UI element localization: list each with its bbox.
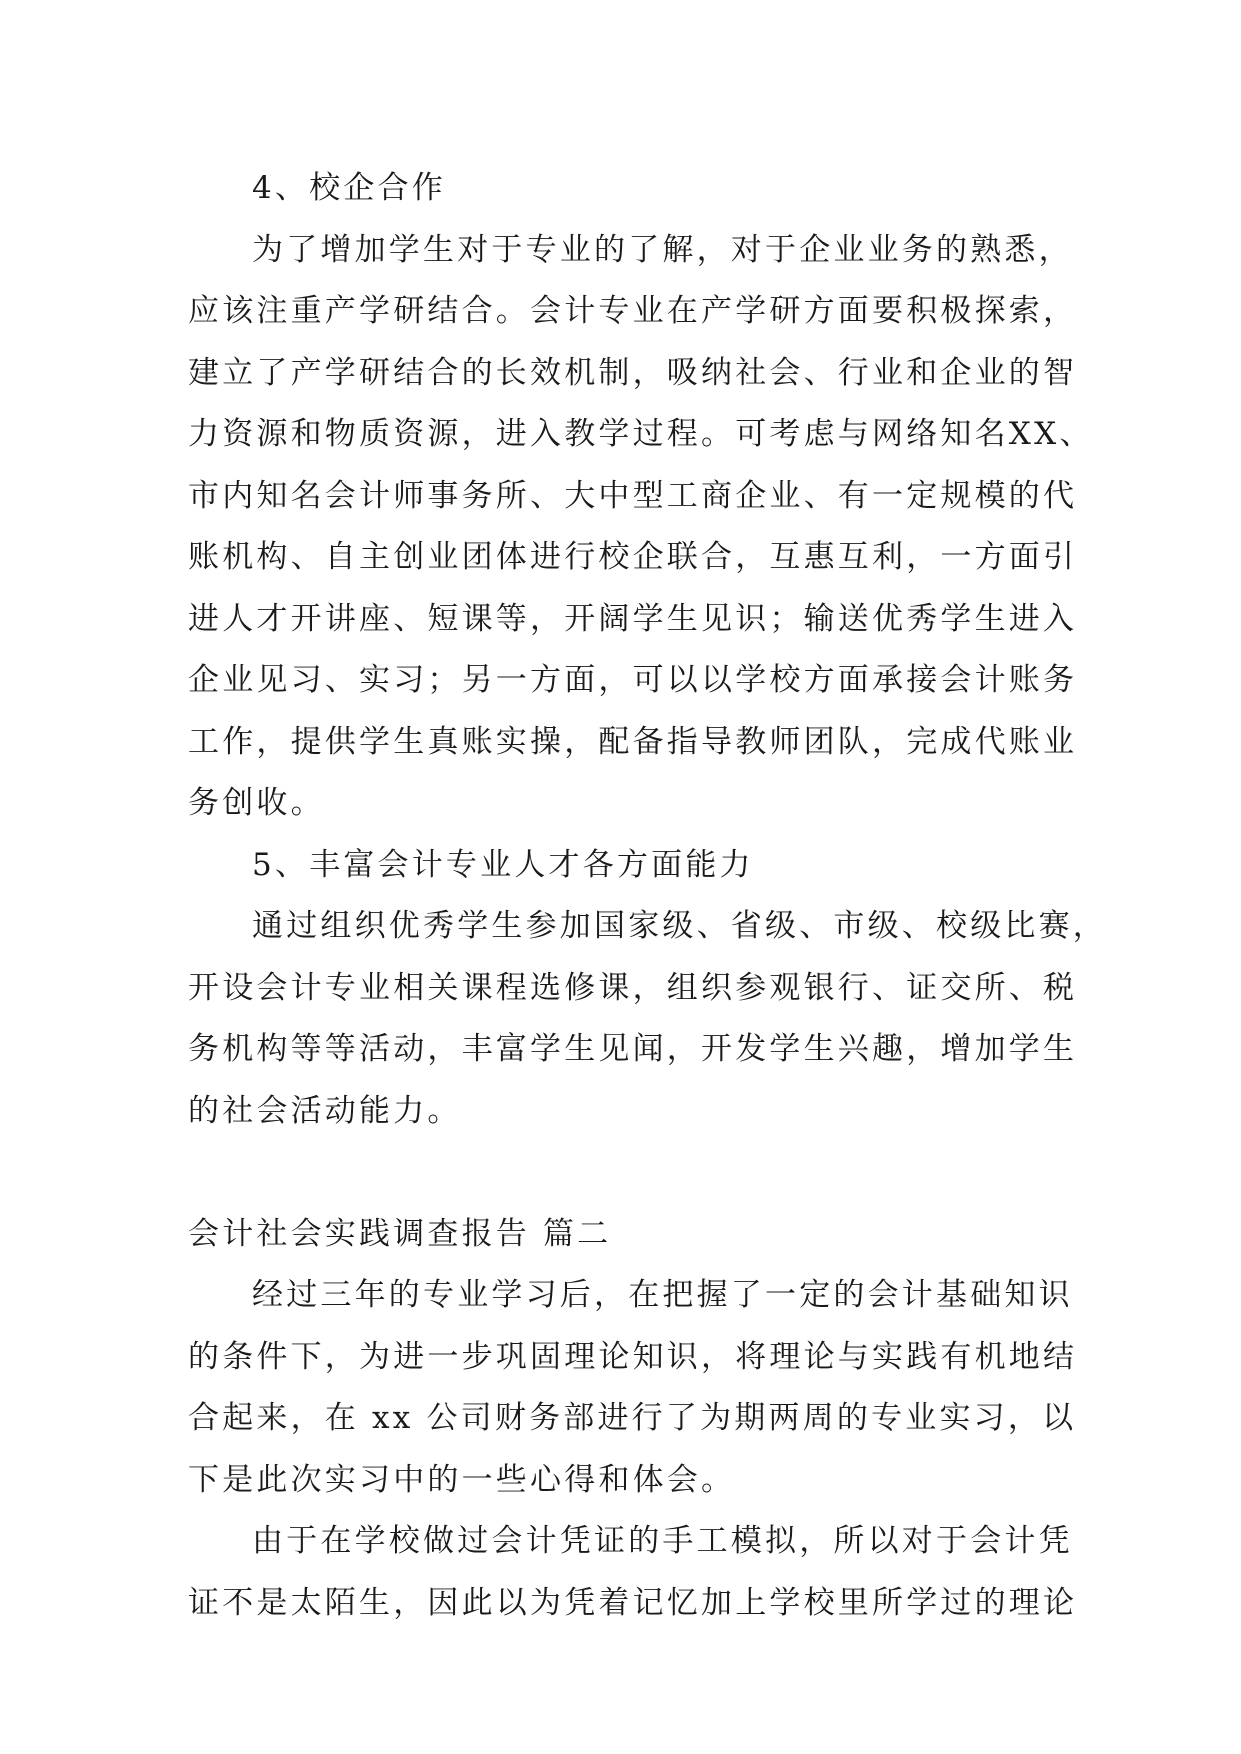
paragraph-line: 企业见习、实习；另一方面，可以以学校方面承接会计账务: [188, 662, 1078, 698]
document-body: [188, 158, 1107, 1634]
blank-line: [188, 1142, 1068, 1204]
paragraph-line: 合起来，在 xx 公司财务部进行了为期两周的专业实习，以: [188, 1400, 1077, 1436]
paragraph-line: 的条件下，为进一步巩固理论知识，将理论与实践有机地结: [188, 1338, 1078, 1375]
paragraph-line: 开设会计专业相关课程选修课，组织参观银行、证交所、税: [188, 969, 1078, 1006]
section-heading-abilities: 5、丰富会计专业人才各方面能力: [252, 846, 754, 883]
paragraph-line: 务机构等等活动，丰富学生见闻，开发学生兴趣，增加学生: [188, 1031, 1078, 1067]
paragraph-line: 经过三年的专业学习后，在把握了一定的会计基础知识: [252, 1277, 1073, 1313]
paragraph-line: 下是此次实习中的一些心得和体会。: [188, 1461, 736, 1498]
paragraph-line: 通过组织优秀学生参加国家级、省级、市级、校级比赛，: [252, 908, 1107, 944]
paragraph-line: 由于在学校做过会计凭证的手工模拟，所以对于会计凭: [252, 1523, 1073, 1559]
report-title: 会计社会实践调查报告 篇二: [188, 1215, 612, 1252]
paragraph-line: 证不是太陌生，因此以为凭着记忆加上学校里所学过的理论: [188, 1584, 1078, 1621]
paragraph-line: 工作，提供学生真账实操，配备指导教师团队，完成代账业: [188, 723, 1078, 760]
paragraph-line: 建立了产学研结合的长效机制，吸纳社会、行业和企业的智: [188, 354, 1078, 391]
paragraph-line: 务创收。: [188, 785, 325, 821]
paragraph-line: 市内知名会计师事务所、大中型工商企业、有一定规模的代: [188, 477, 1078, 514]
paragraph-line: 力资源和物质资源，进入教学过程。可考虑与网络知名XX、: [188, 416, 1094, 452]
paragraph-line: 为了增加学生对于专业的了解，对于企业业务的熟悉，: [252, 231, 1073, 268]
paragraph-line: 应该注重产学研结合。会计专业在产学研方面要积极探索，: [188, 293, 1078, 329]
section-heading-school-enterprise: 4、校企合作: [252, 170, 446, 206]
paragraph-line: 账机构、自主创业团体进行校企联合，互惠互利，一方面引: [188, 539, 1078, 575]
paragraph-line: 的社会活动能力。: [188, 1092, 462, 1129]
paragraph-line: 进人才开讲座、短课等，开阔学生见识；输送优秀学生进入: [188, 600, 1078, 637]
